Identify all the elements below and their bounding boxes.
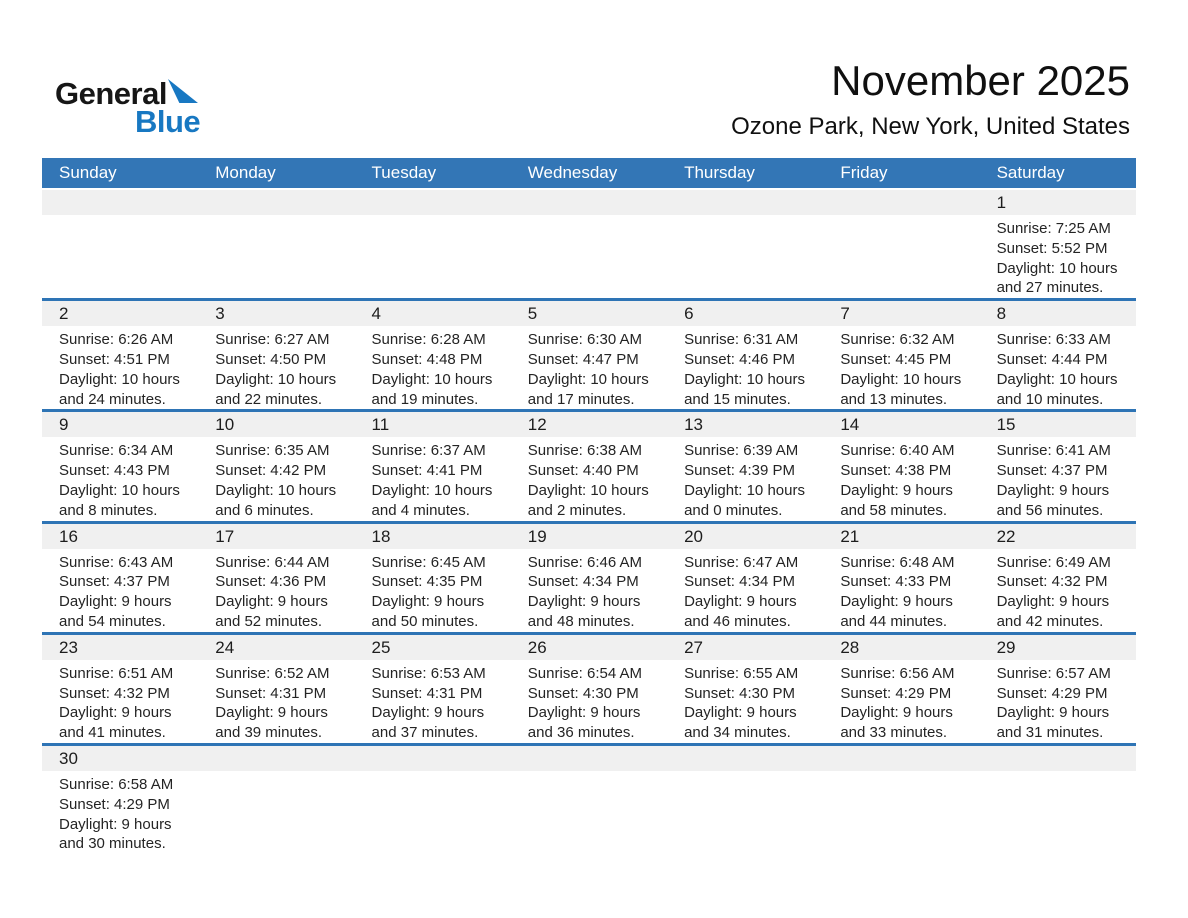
daylight-text: Daylight: 9 hours [215, 704, 328, 722]
day-details [980, 437, 1136, 520]
day-cell-empty [667, 190, 823, 298]
sunrise-text: Sunrise: 6:37 AM [371, 442, 486, 460]
day-number: 13 [667, 412, 823, 437]
day-number: 10 [198, 412, 354, 437]
sunrise-text: Sunrise: 6:55 AM [684, 664, 799, 682]
day-details [198, 549, 354, 632]
day-cell-15 [980, 412, 1136, 520]
day-number: 12 [511, 412, 667, 437]
sunset-text: Sunset: 4:31 PM [371, 684, 483, 702]
sunset-text: Sunset: 4:44 PM [996, 350, 1108, 368]
day-cell-6 [667, 301, 823, 409]
sunrise-text: Sunrise: 6:49 AM [996, 553, 1111, 571]
day-details [42, 326, 198, 409]
day-cell-3 [198, 301, 354, 409]
day-cell-1 [980, 190, 1136, 298]
daylight-text: Daylight: 10 hours [371, 370, 493, 388]
daylight-text: Daylight: 10 hours [684, 481, 805, 499]
day-cell-24 [198, 635, 354, 743]
month-title: November 2025 [831, 57, 1130, 104]
daylight-text: Daylight: 9 hours [59, 815, 172, 833]
day-cell-11 [355, 412, 511, 520]
sunrise-text: Sunrise: 6:51 AM [59, 664, 174, 682]
sunrise-text: Sunrise: 7:25 AM [996, 220, 1111, 237]
sunset-text: Sunset: 4:34 PM [527, 573, 639, 591]
sunrise-text: Sunrise: 6:27 AM [215, 331, 330, 349]
day-details [355, 660, 511, 743]
sunrise-text: Sunrise: 6:44 AM [215, 553, 330, 571]
day-cell-empty [823, 746, 979, 854]
sunset-text: Sunset: 4:33 PM [840, 573, 952, 591]
day-number-empty [511, 190, 667, 215]
day-cell-13 [667, 412, 823, 520]
daylight-text-continued: and 44 minutes. [840, 612, 948, 630]
week-row-4 [42, 521, 1136, 632]
daylight-text: Daylight: 9 hours [684, 593, 797, 611]
day-cell-empty [511, 746, 667, 854]
day-number-empty [667, 746, 823, 771]
day-number-empty [355, 746, 511, 771]
sunset-text: Sunset: 4:42 PM [215, 462, 327, 480]
sunrise-text: Sunrise: 6:35 AM [215, 442, 330, 460]
day-number: 14 [823, 412, 979, 437]
day-details [667, 660, 823, 743]
sunrise-text: Sunrise: 6:53 AM [371, 664, 486, 682]
day-number-empty [42, 190, 198, 215]
daylight-text: Daylight: 10 hours [215, 481, 337, 499]
day-number: 26 [511, 635, 667, 660]
daylight-text: Daylight: 9 hours [527, 704, 641, 722]
day-cell-26 [511, 635, 667, 743]
day-cell-30 [42, 746, 198, 854]
day-number: 28 [823, 635, 979, 660]
day-number: 18 [355, 524, 511, 549]
sunset-text: Sunset: 4:34 PM [684, 573, 795, 591]
day-details [42, 771, 198, 854]
daylight-text: Daylight: 9 hours [59, 704, 172, 722]
day-number-empty [511, 746, 667, 771]
day-cell-12 [511, 412, 667, 520]
sunrise-text: Sunrise: 6:28 AM [371, 331, 486, 349]
weekday-header-friday: Friday [840, 163, 888, 182]
sunset-text: Sunset: 4:36 PM [215, 573, 327, 591]
sunset-text: Sunset: 4:35 PM [371, 573, 483, 591]
day-details [511, 437, 667, 520]
day-number: 19 [511, 524, 667, 549]
day-number: 7 [823, 301, 979, 326]
daylight-text-continued: and 39 minutes. [215, 724, 323, 742]
sunset-text: Sunset: 4:32 PM [996, 573, 1108, 591]
day-details [667, 549, 823, 632]
daylight-text-continued: and 50 minutes. [371, 612, 479, 630]
day-cell-27 [667, 635, 823, 743]
weekday-header-row [42, 158, 1136, 188]
daylight-text-continued: and 54 minutes. [59, 612, 166, 630]
sunset-text: Sunset: 4:29 PM [59, 795, 170, 813]
day-number-empty [980, 746, 1136, 771]
day-cell-9 [42, 412, 198, 520]
calendar-table [42, 158, 1136, 854]
daylight-text-continued: and 15 minutes. [684, 390, 791, 408]
week-row-5 [42, 632, 1136, 743]
day-details [511, 660, 667, 743]
weekday-header-tuesday: Tuesday [371, 163, 437, 182]
sunset-text: Sunset: 4:30 PM [527, 684, 639, 702]
sunset-text: Sunset: 5:52 PM [996, 239, 1108, 257]
day-details [355, 437, 511, 520]
day-cell-7 [823, 301, 979, 409]
sunset-text: Sunset: 4:29 PM [840, 684, 952, 702]
day-number: 21 [823, 524, 979, 549]
daylight-text-continued: and 6 minutes. [215, 501, 314, 519]
sunrise-text: Sunrise: 6:54 AM [527, 664, 643, 682]
sunset-text: Sunset: 4:32 PM [59, 684, 170, 702]
day-details [511, 326, 667, 409]
day-details [355, 549, 511, 632]
daylight-text-continued: and 22 minutes. [215, 390, 323, 408]
daylight-text-continued: and 48 minutes. [527, 612, 635, 630]
day-number: 24 [198, 635, 354, 660]
day-number-empty [198, 190, 354, 215]
sunrise-text: Sunrise: 6:33 AM [996, 331, 1111, 349]
week-row-6 [42, 743, 1136, 854]
day-details [980, 326, 1136, 409]
day-cell-empty [355, 746, 511, 854]
general-blue-logo [55, 78, 200, 137]
day-number: 5 [511, 301, 667, 326]
day-number: 1 [980, 190, 1136, 215]
sunrise-text: Sunrise: 6:43 AM [59, 553, 174, 571]
day-number: 11 [355, 412, 511, 437]
week-row-3 [42, 409, 1136, 520]
day-details [198, 660, 354, 743]
daylight-text-continued: and 42 minutes. [996, 612, 1104, 630]
day-number: 16 [42, 524, 198, 549]
day-cell-29 [980, 635, 1136, 743]
sunrise-text: Sunrise: 6:34 AM [59, 442, 174, 460]
daylight-text-continued: and 52 minutes. [215, 612, 323, 630]
day-number: 29 [980, 635, 1136, 660]
day-details [511, 549, 667, 632]
sunset-text: Sunset: 4:37 PM [996, 462, 1108, 480]
sunrise-text: Sunrise: 6:52 AM [215, 664, 330, 682]
daylight-text: Daylight: 10 hours [59, 481, 180, 499]
daylight-text-continued: and 34 minutes. [684, 724, 791, 742]
daylight-text-continued: and 8 minutes. [59, 501, 158, 519]
logo-triangle-icon [168, 79, 198, 103]
daylight-text: Daylight: 9 hours [996, 704, 1110, 722]
sunrise-text: Sunrise: 6:45 AM [371, 553, 486, 571]
sunset-text: Sunset: 4:41 PM [371, 462, 483, 480]
day-cell-5 [511, 301, 667, 409]
day-details [823, 437, 979, 520]
day-details [42, 549, 198, 632]
sunrise-text: Sunrise: 6:47 AM [684, 553, 799, 571]
sunrise-text: Sunrise: 6:40 AM [840, 442, 955, 460]
day-cell-22 [980, 524, 1136, 632]
sunrise-text: Sunrise: 6:46 AM [527, 553, 643, 571]
day-number-empty [198, 746, 354, 771]
day-cell-8 [980, 301, 1136, 409]
day-cell-19 [511, 524, 667, 632]
day-number: 30 [42, 746, 198, 771]
week-row-2 [42, 298, 1136, 409]
day-number-empty [355, 190, 511, 215]
sunset-text: Sunset: 4:48 PM [371, 350, 483, 368]
daylight-text-continued: and 17 minutes. [527, 390, 635, 408]
day-number: 8 [980, 301, 1136, 326]
day-cell-25 [355, 635, 511, 743]
day-details [42, 660, 198, 743]
day-details [980, 549, 1136, 632]
day-number: 23 [42, 635, 198, 660]
week-row-1 [42, 190, 1136, 298]
daylight-text-continued: and 46 minutes. [684, 612, 791, 630]
daylight-text-continued: and 36 minutes. [527, 724, 635, 742]
daylight-text: Daylight: 10 hours [840, 370, 962, 388]
daylight-text: Daylight: 9 hours [840, 481, 953, 499]
day-cell-14 [823, 412, 979, 520]
daylight-text-continued: and 37 minutes. [371, 724, 479, 742]
day-details [667, 437, 823, 520]
daylight-text: Daylight: 10 hours [684, 370, 805, 388]
daylight-text: Daylight: 9 hours [215, 593, 328, 611]
day-details [823, 660, 979, 743]
daylight-text-continued: and 27 minutes. [996, 279, 1104, 297]
daylight-text: Daylight: 9 hours [996, 481, 1110, 499]
day-cell-empty [198, 746, 354, 854]
weekday-header-sunday: Sunday [59, 163, 117, 182]
day-details [667, 326, 823, 409]
sunset-text: Sunset: 4:50 PM [215, 350, 327, 368]
day-cell-empty [667, 746, 823, 854]
location-subtitle: Ozone Park, New York, United States [731, 113, 1130, 141]
weekday-header-monday: Monday [215, 163, 276, 182]
day-details [198, 326, 354, 409]
day-cell-18 [355, 524, 511, 632]
sunrise-text: Sunrise: 6:56 AM [840, 664, 955, 682]
day-cell-16 [42, 524, 198, 632]
daylight-text: Daylight: 9 hours [840, 593, 953, 611]
sunset-text: Sunset: 4:38 PM [840, 462, 952, 480]
day-number-empty [823, 190, 979, 215]
daylight-text-continued: and 10 minutes. [996, 390, 1104, 408]
day-number: 9 [42, 412, 198, 437]
sunset-text: Sunset: 4:46 PM [684, 350, 795, 368]
daylight-text-continued: and 0 minutes. [684, 501, 783, 519]
daylight-text-continued: and 13 minutes. [840, 390, 948, 408]
sunrise-text: Sunrise: 6:41 AM [996, 442, 1111, 460]
daylight-text: Daylight: 9 hours [59, 593, 172, 611]
daylight-text-continued: and 30 minutes. [59, 835, 166, 853]
day-number: 27 [667, 635, 823, 660]
daylight-text-continued: and 19 minutes. [371, 390, 479, 408]
day-number: 2 [42, 301, 198, 326]
day-cell-28 [823, 635, 979, 743]
sunrise-text: Sunrise: 6:26 AM [59, 331, 174, 349]
day-number: 17 [198, 524, 354, 549]
day-cell-20 [667, 524, 823, 632]
daylight-text-continued: and 4 minutes. [371, 501, 470, 519]
daylight-text: Daylight: 9 hours [371, 593, 485, 611]
daylight-text-continued: and 56 minutes. [996, 501, 1104, 519]
day-number-empty [667, 190, 823, 215]
sunset-text: Sunset: 4:29 PM [996, 684, 1108, 702]
day-number: 15 [980, 412, 1136, 437]
sunset-text: Sunset: 4:31 PM [215, 684, 327, 702]
sunset-text: Sunset: 4:37 PM [59, 573, 170, 591]
sunrise-text: Sunrise: 6:32 AM [840, 331, 955, 349]
day-cell-empty [980, 746, 1136, 854]
daylight-text-continued: and 41 minutes. [59, 724, 166, 742]
day-cell-2 [42, 301, 198, 409]
sunrise-text: Sunrise: 6:30 AM [527, 331, 643, 349]
sunrise-text: Sunrise: 6:58 AM [59, 775, 174, 793]
logo-text-blue: Blue [135, 104, 201, 139]
day-details [198, 437, 354, 520]
day-cell-empty [355, 190, 511, 298]
daylight-text-continued: and 58 minutes. [840, 501, 948, 519]
daylight-text: Daylight: 10 hours [527, 481, 649, 499]
day-cell-21 [823, 524, 979, 632]
daylight-text: Daylight: 10 hours [371, 481, 493, 499]
day-cell-17 [198, 524, 354, 632]
day-cell-empty [511, 190, 667, 298]
sunrise-text: Sunrise: 6:48 AM [840, 553, 955, 571]
daylight-text-continued: and 2 minutes. [527, 501, 627, 519]
daylight-text-continued: and 31 minutes. [996, 724, 1104, 742]
day-cell-10 [198, 412, 354, 520]
day-details [823, 326, 979, 409]
day-number-empty [823, 746, 979, 771]
daylight-text: Daylight: 9 hours [840, 704, 953, 722]
day-cell-empty [42, 190, 198, 298]
sunrise-text: Sunrise: 6:38 AM [527, 442, 643, 460]
sunrise-text: Sunrise: 6:31 AM [684, 331, 799, 349]
daylight-text: Daylight: 10 hours [59, 370, 180, 388]
daylight-text: Daylight: 10 hours [996, 370, 1118, 388]
sunset-text: Sunset: 4:40 PM [527, 462, 639, 480]
day-number: 6 [667, 301, 823, 326]
sunrise-text: Sunrise: 6:39 AM [684, 442, 799, 460]
daylight-text-continued: and 24 minutes. [59, 390, 166, 408]
day-cell-23 [42, 635, 198, 743]
weekday-header-saturday: Saturday [996, 163, 1065, 182]
daylight-text: Daylight: 10 hours [527, 370, 649, 388]
daylight-text: Daylight: 10 hours [996, 259, 1118, 277]
daylight-text: Daylight: 9 hours [684, 704, 797, 722]
daylight-text: Daylight: 9 hours [371, 704, 485, 722]
title-block [731, 58, 1130, 141]
day-details [980, 660, 1136, 743]
sunset-text: Sunset: 4:51 PM [59, 350, 170, 368]
daylight-text: Daylight: 9 hours [527, 593, 641, 611]
day-cell-4 [355, 301, 511, 409]
day-number: 4 [355, 301, 511, 326]
sunset-text: Sunset: 4:47 PM [527, 350, 639, 368]
daylight-text-continued: and 33 minutes. [840, 724, 948, 742]
calendar-body [42, 190, 1136, 854]
weekday-header-thursday: Thursday [684, 163, 755, 182]
day-number: 25 [355, 635, 511, 660]
sunrise-text: Sunrise: 6:57 AM [996, 664, 1111, 682]
day-cell-empty [823, 190, 979, 298]
sunset-text: Sunset: 4:45 PM [840, 350, 952, 368]
sunset-text: Sunset: 4:30 PM [684, 684, 795, 702]
day-number: 22 [980, 524, 1136, 549]
day-details [355, 326, 511, 409]
day-number: 3 [198, 301, 354, 326]
daylight-text: Daylight: 10 hours [215, 370, 337, 388]
day-details [980, 215, 1136, 298]
day-cell-empty [198, 190, 354, 298]
logo-text-general: General [55, 76, 167, 111]
sunset-text: Sunset: 4:43 PM [59, 462, 170, 480]
day-number: 20 [667, 524, 823, 549]
weekday-header-wednesday: Wednesday [527, 163, 618, 182]
day-details [823, 549, 979, 632]
sunset-text: Sunset: 4:39 PM [684, 462, 795, 480]
day-details [42, 437, 198, 520]
daylight-text: Daylight: 9 hours [996, 593, 1110, 611]
